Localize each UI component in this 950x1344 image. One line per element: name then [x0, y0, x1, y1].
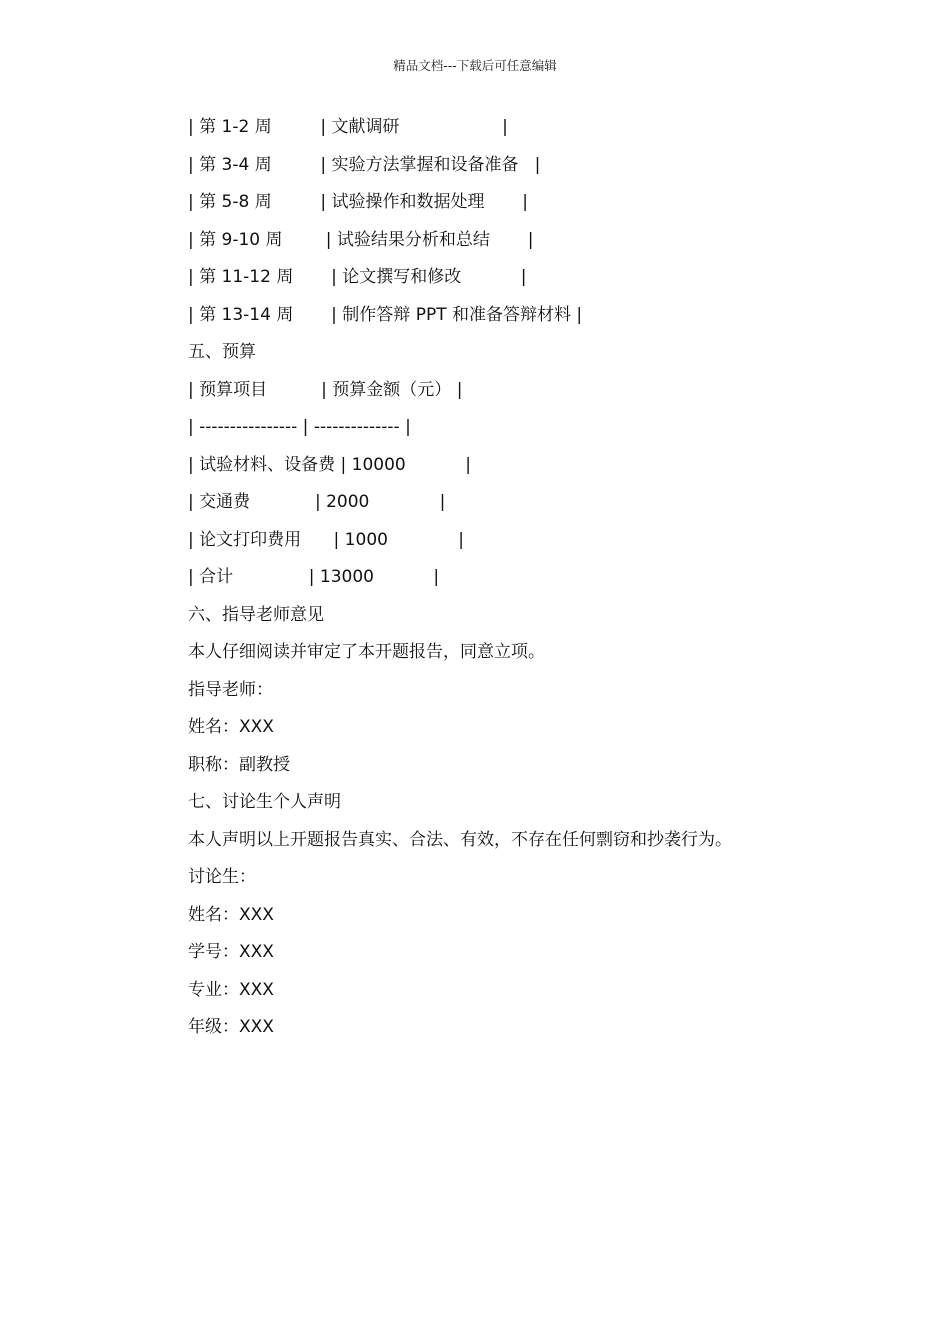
student-grade: 年级：XXX — [188, 1017, 274, 1037]
advisor-opinion-text: 本人仔细阅读并审定了本开题报告，同意立项。 — [188, 642, 545, 662]
student-name: 姓名：XXX — [188, 904, 274, 925]
advisor-title: 职称：副教授 — [188, 754, 290, 775]
budget-table-header: | 预算项目 | 预算金额（元） | — [188, 379, 463, 400]
budget-row-materials: | 试验材料、设备费 | 10000 | — [188, 454, 471, 475]
schedule-row-week-9-10: | 第 9-10 周 | 试验结果分析和总结 | — [188, 229, 534, 250]
student-statement-text: 本人声明以上开题报告真实、合法、有效，不存在任何剽窃和抄袭行为。 — [188, 829, 732, 850]
student-label: 讨论生： — [188, 867, 256, 887]
schedule-row-week-11-12: | 第 11-12 周 | 论文撰写和修改 | — [188, 267, 527, 287]
section-heading-advisor-opinion: 六、指导老师意见 — [188, 604, 324, 625]
budget-row-transport: | 交通费 | 2000 | — [188, 492, 446, 512]
schedule-row-week-13-14: | 第 13-14 周 | 制作答辩 PPT 和准备答辩材料 | — [188, 304, 583, 325]
budget-row-printing: | 论文打印费用 | 1000 | — [188, 529, 464, 550]
section-heading-student-statement: 七、讨论生个人声明 — [188, 792, 341, 812]
schedule-row-week-5-8: | 第 5-8 周 | 试验操作和数据处理 | — [188, 192, 529, 212]
section-heading-budget: 五、预算 — [188, 342, 256, 362]
schedule-row-week-3-4: | 第 3-4 周 | 实验方法掌握和设备准备 | — [188, 154, 541, 175]
budget-row-total: | 合计 | 13000 | — [188, 567, 440, 587]
advisor-label: 指导老师： — [188, 679, 273, 700]
page-header: 精品文档---下载后可任意编辑 — [393, 58, 557, 73]
document-body — [188, 115, 888, 1053]
budget-table-separator: | ---------------- | -------------- | — [188, 417, 411, 437]
student-major: 专业：XXX — [188, 979, 274, 1000]
student-id: 学号：XXX — [188, 942, 274, 962]
advisor-name: 姓名：XXX — [188, 717, 274, 737]
schedule-row-week-1-2: | 第 1-2 周 | 文献调研 | — [188, 117, 508, 137]
